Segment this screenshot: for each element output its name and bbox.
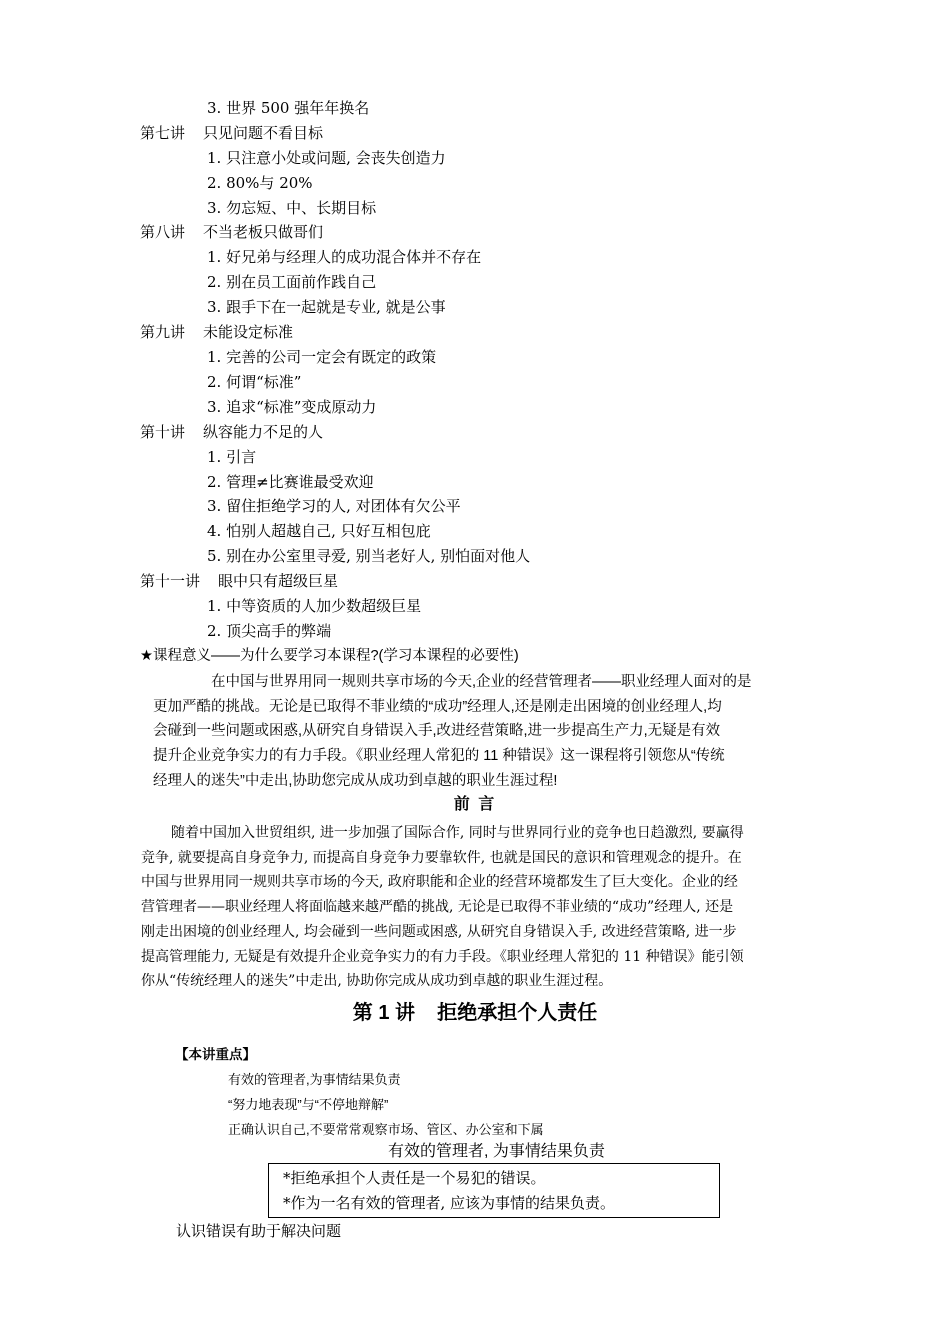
paragraph-line: 随着中国加入世贸组织, 进一步加强了国际合作, 同时与世界同行业的竞争也日趋激烈, 要赢得 <box>171 825 744 841</box>
paragraph-line: 你从“传统经理人的迷失”中走出, 协助你完成从成功到卓越的职业生涯过程。 <box>141 973 613 990</box>
outline-sub-item: 5. 别在办公室里寻爱, 别当老好人, 别怕面对他人 <box>207 547 531 565</box>
summary-box <box>268 1163 720 1218</box>
outline-lecture-heading: 第八讲 不当老板只做哥们 <box>140 223 324 241</box>
outline-sub-item: 2. 何谓“标准” <box>207 373 302 391</box>
outline-sub-item: 4. 怕别人超越自己, 只好互相包庇 <box>207 522 431 540</box>
key-point-item: 正确认识自己,不要常常观察市场、管区、办公室和下属 <box>228 1122 544 1137</box>
outline-sub-item: 3. 世界 500 强年年换名 <box>207 99 370 117</box>
outline-sub-item: 2. 别在员工面前作践自己 <box>207 273 377 291</box>
outline-sub-item: 2. 顶尖高手的弊端 <box>207 622 332 640</box>
next-section-heading: 认识错误有助于解决问题 <box>176 1223 342 1240</box>
outline-sub-item: 2. 80%与 20% <box>207 174 313 192</box>
outline-lecture-heading: 第七讲 只见问题不看目标 <box>140 124 324 142</box>
outline-sub-item: 1. 中等资质的人加少数超级巨星 <box>207 597 422 615</box>
lecture-1-title: 第 1 讲 拒绝承担个人责任 <box>352 1002 598 1024</box>
paragraph-line: 竞争, 就要提高自身竞争力, 而提高自身竞争力要靠软件, 也就是国民的意识和管理观念的提升。在 <box>141 849 742 866</box>
section-title: 有效的管理者, 为事情结果负责 <box>388 1143 605 1160</box>
outline-sub-item: 3. 留住拒绝学习的人, 对团体有欠公平 <box>207 497 461 515</box>
paragraph-line: 经理人的迷失”中走出,协助您完成从成功到卓越的职业生涯过程! <box>153 772 558 789</box>
paragraph-line: 营管理者——职业经理人将面临越来越严酷的挑战, 无论是已取得不菲业绩的“成功”经理人, 还是 <box>141 899 734 916</box>
outline-sub-item: 3. 追求“标准”变成原动力 <box>207 398 377 416</box>
summary-box-line: *拒绝承担个人责任是一个易犯的错误。 <box>283 1169 546 1187</box>
course-significance-paragraph <box>153 670 752 794</box>
outline-lecture-heading: 第十一讲 眼中只有超级巨星 <box>140 572 339 590</box>
outline-lecture-heading: 第九讲 未能设定标准 <box>140 323 294 341</box>
course-significance-heading: ★课程意义——为什么要学习本课程?(学习本课程的必要性) <box>140 648 519 664</box>
key-points-heading: 【本讲重点】 <box>175 1047 256 1062</box>
paragraph-line: 在中国与世界用同一规则共享市场的今天,企业的经营管理者——职业经理人面对的是 <box>211 674 752 690</box>
paragraph-line: 提升企业竞争实力的有力手段。《职业经理人常犯的 11 种错误》这一课程将引领您从“传统 <box>153 748 725 765</box>
key-point-item: “努力地表现”与“不停地辩解” <box>228 1097 389 1112</box>
outline-sub-item: 3. 勿忘短、中、长期目标 <box>207 199 377 217</box>
paragraph-line: 更加严酷的挑战。无论是已取得不菲业绩的“成功”经理人,还是刚走出困境的创业经理人,均 <box>153 698 722 715</box>
outline-sub-item: 1. 引言 <box>207 448 257 466</box>
outline-sub-item: 1. 只注意小处或问题, 会丧失创造力 <box>207 149 446 167</box>
paragraph-line: 提高管理能力, 无疑是有效提升企业竞争实力的有力手段。《职业经理人常犯的 11 种错误》能引领 <box>141 948 744 965</box>
key-point-item: 有效的管理者,为事情结果负责 <box>228 1072 401 1087</box>
preface-title: 前 言 <box>453 796 497 813</box>
outline-sub-item: 2. 管理≠比赛谁最受欢迎 <box>207 473 374 491</box>
summary-box-line: *作为一名有效的管理者, 应该为事情的结果负责。 <box>283 1194 616 1212</box>
paragraph-line: 刚走出困境的创业经理人, 均会碰到一些问题或困惑, 从研究自身错误入手, 改进经营策略, 进一步 <box>141 923 737 940</box>
outline-sub-item: 1. 完善的公司一定会有既定的政策 <box>207 348 437 366</box>
paragraph-line: 中国与世界用同一规则共享市场的今天, 政府职能和企业的经营环境都发生了巨大变化。企业的经 <box>141 874 738 891</box>
preface-paragraph <box>141 821 744 994</box>
outline-lecture-heading: 第十讲 纵容能力不足的人 <box>140 423 324 441</box>
outline-sub-item: 3. 跟手下在一起就是专业, 就是公事 <box>207 298 446 316</box>
paragraph-line: 会碰到一些问题或困惑,从研究自身错误入手,改进经营策略,进一步提高生产力,无疑是有效 <box>153 723 721 740</box>
outline-sub-item: 1. 好兄弟与经理人的成功混合体并不存在 <box>207 248 482 266</box>
